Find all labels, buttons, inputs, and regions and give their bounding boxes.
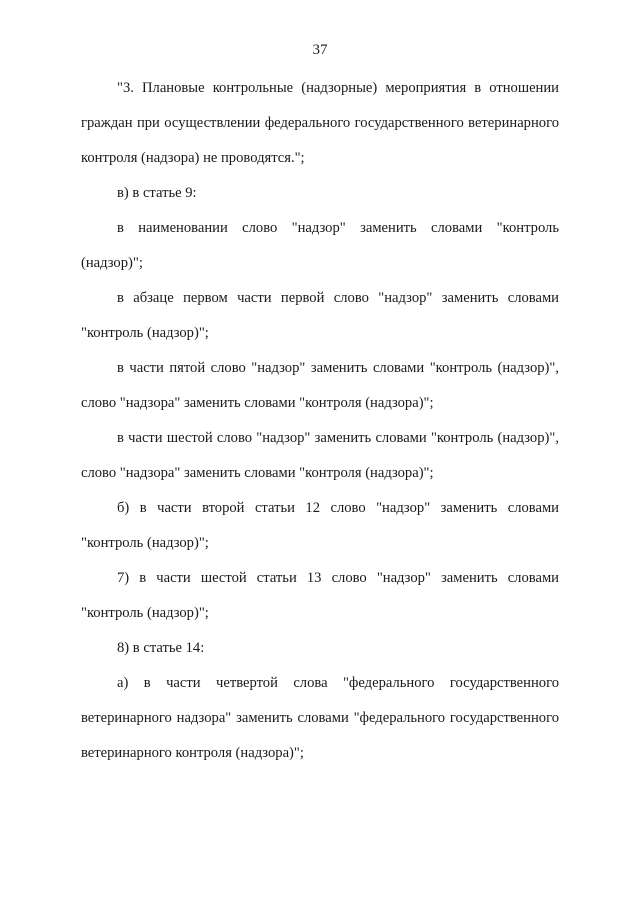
paragraph: в части пятой слово "надзор" заменить словами "контроль (надзор)", слово "надзора" заменить словами "контроля (надзора)"; — [81, 360, 559, 411]
paragraph: 7) в части шестой статьи 13 слово "надзор" заменить словами "контроль (надзор)"; — [81, 570, 559, 621]
paragraph: в части шестой слово "надзор" заменить словами "контроль (надзор)", слово "надзора" заменить словами "контроля (надзора)"; — [81, 430, 559, 481]
paragraph: в абзаце первом части первой слово "надзор" заменить словами "контроль (надзор)"; — [81, 290, 559, 341]
paragraph: "3. Плановые контрольные (надзорные) мероприятия в отношении граждан при осуществлении федерального государственного ветеринарного контроля (надзора) не проводятся."; — [81, 80, 559, 166]
paragraph: в) в статье 9: — [117, 185, 197, 201]
paragraph: 8) в статье 14: — [117, 640, 205, 656]
page-number: 37 — [312, 42, 328, 58]
paragraph: в наименовании слово "надзор" заменить словами "контроль (надзор)"; — [81, 220, 559, 271]
paragraph: б) в части второй статьи 12 слово "надзор" заменить словами "контроль (надзор)"; — [81, 500, 559, 551]
document-body — [81, 71, 559, 771]
paragraph: а) в части четвертой слова "федерального государственного ветеринарного надзора" заменить словами "федерального государственного ветеринарного контроля (надзора)"; — [81, 675, 559, 761]
